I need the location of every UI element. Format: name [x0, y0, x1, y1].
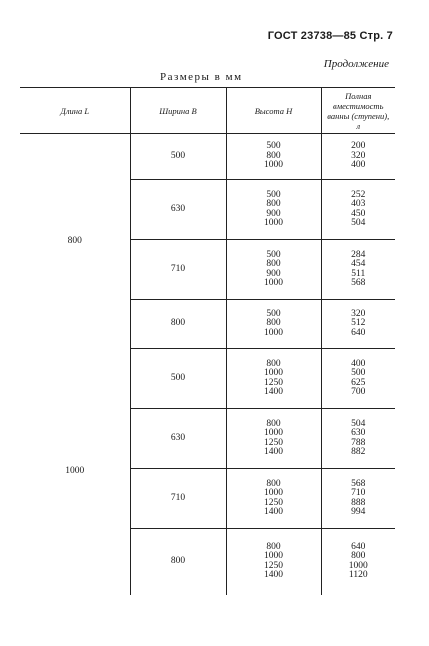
capacity-value: 200: [351, 141, 366, 152]
width-cell: 630: [130, 409, 226, 469]
table-row: [20, 349, 395, 409]
height-value: 1400: [264, 570, 283, 581]
capacity-value: 403: [351, 199, 366, 209]
height-value: 1000: [264, 218, 283, 228]
height-value: 1000: [264, 428, 283, 438]
height-value: 800: [266, 418, 281, 429]
height-value: 1000: [264, 327, 283, 338]
height-value: 500: [266, 308, 281, 319]
capacity-value: 454: [351, 259, 366, 269]
height-value: 1000: [264, 160, 283, 171]
width-cell: 500: [130, 134, 226, 180]
width-cell: 710: [130, 469, 226, 529]
width-cell: 710: [130, 240, 226, 300]
height-value: 1400: [264, 387, 283, 397]
capacity-cell: [321, 240, 395, 300]
capacity-value: 882: [351, 447, 366, 457]
height-value: 1250: [264, 377, 283, 388]
capacity-value: 511: [351, 268, 366, 279]
capacity-value: 994: [351, 507, 366, 517]
height-value: 800: [266, 199, 281, 209]
length-cell: 800: [20, 134, 130, 349]
height-cell: [226, 529, 321, 595]
height-value: 1000: [264, 368, 283, 378]
height-value: 1000: [264, 488, 283, 498]
height-value: 800: [266, 358, 281, 369]
column-header-width: Ширина B: [130, 88, 226, 134]
width-cell: 500: [130, 349, 226, 409]
capacity-value: 400: [351, 358, 366, 369]
width-cell: 800: [130, 529, 226, 595]
height-value: 1250: [264, 497, 283, 508]
capacity-value: 1000: [348, 560, 368, 571]
height-value: 1250: [264, 560, 283, 571]
capacity-value: 640: [351, 327, 366, 338]
width-cell: 630: [130, 180, 226, 240]
height-value: 500: [266, 141, 281, 152]
table-row: [20, 134, 395, 180]
height-value: 1250: [264, 437, 283, 448]
height-cell: [226, 349, 321, 409]
capacity-value: 284: [351, 249, 366, 260]
column-header-height: Высота H: [226, 88, 321, 134]
page-number: Стр. 7: [359, 30, 393, 42]
capacity-value: 788: [351, 437, 366, 448]
height-cell: [226, 240, 321, 300]
height-value: 1400: [264, 507, 283, 517]
height-cell: [226, 134, 321, 180]
capacity-cell: [321, 529, 395, 595]
table-body: [20, 134, 395, 595]
dimensions-caption: Размеры в мм: [160, 71, 243, 83]
capacity-value: 504: [351, 418, 366, 429]
capacity-value: 320: [351, 150, 366, 161]
height-value: 800: [266, 541, 281, 552]
capacity-cell: [321, 349, 395, 409]
capacity-value: 710: [351, 488, 366, 498]
height-value: 800: [266, 478, 281, 489]
capacity-value: 320: [351, 308, 366, 319]
height-value: 900: [266, 268, 281, 279]
capacity-cell: [321, 409, 395, 469]
height-value: 500: [266, 189, 281, 200]
height-value: 800: [266, 150, 281, 161]
height-value: 800: [266, 318, 281, 329]
capacity-value: 450: [351, 208, 366, 219]
height-value: 500: [266, 249, 281, 260]
capacity-value: 888: [351, 497, 366, 508]
capacity-value: 568: [351, 478, 366, 489]
capacity-value: 504: [351, 218, 366, 228]
height-cell: [226, 300, 321, 349]
height-value: 800: [266, 259, 281, 269]
capacity-value: 500: [351, 368, 366, 378]
table-header-row: [20, 88, 395, 134]
height-value: 1400: [264, 447, 283, 457]
capacity-value: 400: [351, 160, 366, 171]
capacity-value: 630: [351, 428, 366, 438]
capacity-value: 1120: [348, 570, 368, 581]
height-value: 1000: [264, 278, 283, 288]
capacity-cell: [321, 469, 395, 529]
column-header-length: Длина L: [20, 88, 130, 134]
page-header: [268, 30, 393, 42]
capacity-value: 568: [351, 278, 366, 288]
capacity-cell: [321, 300, 395, 349]
capacity-value: 512: [351, 318, 366, 329]
column-header-capacity: Полная вместимость ванны (ступени), л: [321, 88, 395, 134]
capacity-value: 700: [351, 387, 366, 397]
height-cell: [226, 180, 321, 240]
standard-number: ГОСТ 23738—85: [267, 30, 357, 42]
capacity-cell: [321, 180, 395, 240]
continuation-label: Продолжение: [323, 58, 389, 70]
length-cell: 1000: [20, 349, 130, 595]
capacity-value: 800: [351, 551, 366, 562]
capacity-value: 640: [351, 541, 366, 552]
capacity-value: 625: [351, 377, 366, 388]
height-value: 1000: [264, 551, 283, 562]
capacity-cell: [321, 134, 395, 180]
dimensions-table: [20, 87, 395, 595]
height-cell: [226, 469, 321, 529]
width-cell: 800: [130, 300, 226, 349]
height-value: 900: [266, 208, 281, 219]
capacity-value: 252: [351, 189, 366, 200]
height-cell: [226, 409, 321, 469]
